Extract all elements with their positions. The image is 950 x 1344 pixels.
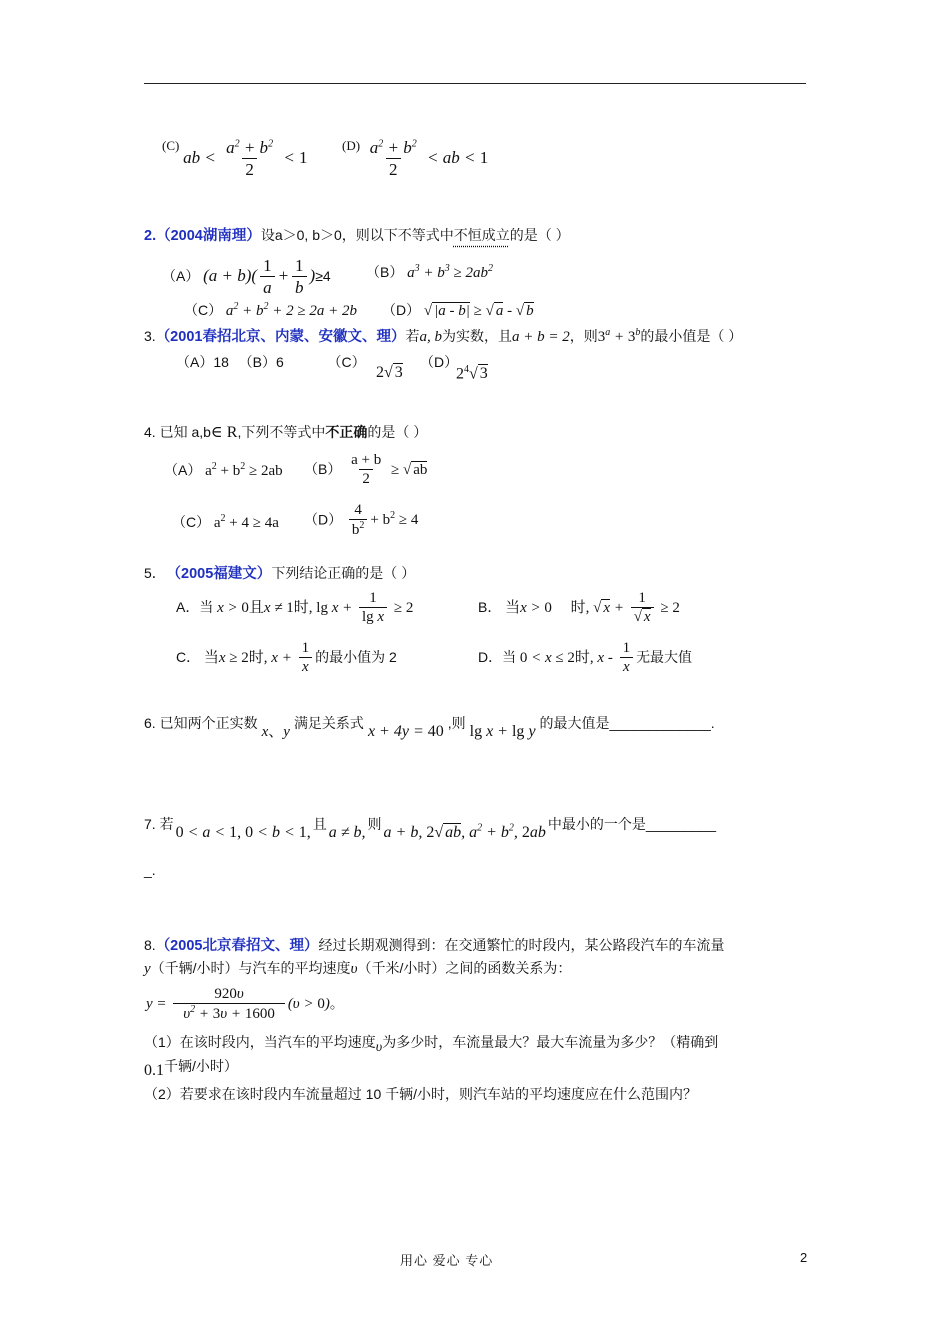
q2-emphasis: 不恒成立 <box>453 227 510 243</box>
q5-option-d-text: 无最大值 <box>636 648 693 665</box>
q7-answer-blank: _________ <box>645 816 716 832</box>
q7-stem <box>144 814 716 841</box>
q5-stem <box>144 562 415 583</box>
q7-neq: a ≠ b, <box>328 824 366 841</box>
q5-option-a-formula: x > 0且x ≠ 1时, lg x + $\frac{1}{\text{lg x}}$ ≥ 2 <box>217 590 414 626</box>
q8-number: 8. <box>144 937 156 953</box>
q8-period: 。 <box>329 995 344 1012</box>
q6-mid-text: 满足关系式 <box>293 715 364 731</box>
q2-option-a-formula: (a + b)( $\frac{1}{a}$ + $\frac{1}{b}$ ) <box>203 256 316 297</box>
q1-option-d-formula: $\frac{a^2 + b^2}{2}$ < ab < 1 <box>369 138 489 179</box>
q6-vars: x、y <box>261 724 290 740</box>
q6-number: 6. 已知两个正实数 <box>144 715 258 731</box>
q3-option-a: （A）18 <box>176 354 229 370</box>
q5-option-c-text: 的最小值为 2 <box>315 648 397 665</box>
q3-option-c-formula: 2√ 3 <box>376 364 403 381</box>
q4-emphasis: 不正确 <box>325 424 368 440</box>
q1-option-d-label: (D) <box>342 138 361 153</box>
q2-option-a-ge: ≥4 <box>315 267 331 284</box>
q7-condition: 0 < a < 1, 0 < b < 1, <box>175 824 311 841</box>
q1-option-d <box>342 138 488 180</box>
q3-options <box>176 352 366 372</box>
header-rule <box>144 83 806 84</box>
q8-part1-line1 <box>144 1032 719 1055</box>
q6-expression: lg x + lg y <box>469 723 536 740</box>
q3-option-c-label: （C） <box>327 354 366 370</box>
q5-option-b <box>478 590 680 627</box>
q8-stem-line2 <box>144 958 571 978</box>
q8-precision: 0.1 <box>144 1062 164 1079</box>
q2-option-b-label: （B） <box>366 264 404 280</box>
q7-number: 7. 若 <box>144 816 174 832</box>
q3-stem-part4: 的最小值是（ ） <box>640 328 743 344</box>
q6-stem: 6. 已知两个正实数x、y满足关系式 x + 4y = 40 ,则 lg x + lg y 的最大值是_____________. <box>144 715 715 740</box>
q4-option-c <box>172 512 279 532</box>
q2-stem-end: 的是（ ） <box>509 227 570 243</box>
q3-stem <box>144 325 742 346</box>
q3-stem-part1: 若 <box>405 328 420 344</box>
q8-source: （2005北京春招文、理） <box>155 938 319 954</box>
q3-var-ab: a, b <box>419 329 442 345</box>
q5-option-d-label: D．当 <box>478 648 517 665</box>
q8-var-y: y <box>144 961 151 977</box>
q8-part1-line2 <box>144 1056 238 1079</box>
q6-end-text: 的最大值是 <box>539 715 610 731</box>
q2-option-c <box>184 300 357 320</box>
q5-source: （2005福建文） <box>173 566 272 582</box>
q8-part1-text-b: 为多少时，车流量最大？最大车流量为多少？（精确到 <box>382 1034 719 1050</box>
q8-line2a-text: （千辆/小时）与汽车的平均速度 <box>150 960 351 976</box>
q5-option-c <box>176 640 397 677</box>
q2-stem-text: 设a＞0, b＞0，则以下不等式中 <box>260 227 454 243</box>
q8-function <box>146 986 344 1024</box>
q8-part1-text-c: 千辆/小时） <box>164 1058 238 1074</box>
page-number: 2 <box>800 1250 808 1265</box>
q4-option-b-formula: $\frac{a + b}{2}$ ≥ √ ab <box>351 452 428 488</box>
q8-line2b-text: （千米/小时）之间的函数关系为： <box>357 960 572 976</box>
q8-var-v: υ <box>350 961 358 977</box>
q5-number: 5． <box>144 565 166 581</box>
q8-part1-text-a: （1）在该时段内，当汽车的平均速度 <box>144 1034 376 1050</box>
q7-qie: 且 <box>312 816 327 832</box>
q1-option-c-formula: ab < $\frac{a^2 + b^2}{2}$ < 1 <box>183 138 308 179</box>
q3-option-b: （B）6 <box>238 354 284 370</box>
q4-stem <box>144 422 427 442</box>
q8-part1-var-v: υ <box>375 1040 383 1055</box>
q4-option-b <box>304 452 427 489</box>
q4-option-d <box>304 502 418 540</box>
q4-option-a-label: （A） <box>164 462 202 478</box>
q6-constraint: x + 4y = 40 <box>367 723 444 740</box>
q6-answer-blank: _____________. <box>609 715 715 731</box>
footer-motto: 用心 爱心 专心 <box>400 1253 494 1268</box>
q2-stem <box>144 224 570 245</box>
q3-stem-part3: ，则 <box>569 328 598 344</box>
q7-blank-tail: _. <box>144 862 156 878</box>
q2-option-d <box>382 300 534 320</box>
q5-option-d-formula: 0 < x ≤ 2时, x - $\frac{1}{x}$ <box>520 650 636 666</box>
q5-option-a <box>176 590 413 627</box>
q4-option-c-label: （C） <box>172 514 211 530</box>
q7-expressions: a + b, 2√ ab, $a^2 + b^2$, 2ab <box>383 822 546 841</box>
q4-option-a <box>164 460 283 480</box>
q1-option-c <box>162 138 308 180</box>
q4-option-b-label: （B） <box>304 460 342 477</box>
q3-source: （2001春招北京、内蒙、安徽文、理） <box>155 329 406 345</box>
q5-option-a-label: A．当 <box>176 598 214 615</box>
q5-option-b-formula: 当x > 0 时, √ x + $\frac{1}{√ x}$ ≥ 2 <box>505 590 680 626</box>
q8-line1-text: 经过长期观测得到：在交通繁忙的时段内，某公路段汽车的车流量 <box>318 937 725 953</box>
q4-option-d-label: （D） <box>304 511 343 528</box>
q2-option-d-formula: √ |a - b| ≥ √ a - √ b <box>423 303 534 319</box>
q4-in-r: ∈ R <box>210 424 238 441</box>
q4-option-d-formula: $\frac{4}{b^2}$ + $b^2 \ge 4$ <box>346 512 418 528</box>
q2-option-b <box>366 262 493 282</box>
q5-stem-text: 下列结论正确的是（ ） <box>271 565 416 581</box>
q5-option-c-formula: 当x ≥ 2时, x + $\frac{1}{x}$ <box>204 650 315 666</box>
q5-option-b-label: B． <box>478 598 502 615</box>
q8-stem-line1 <box>144 934 724 955</box>
q2-option-a <box>162 256 331 298</box>
q2-number: 2. <box>144 228 157 244</box>
q3-option-d-formula: $2^4√$ 3 <box>456 364 488 383</box>
q5-option-d <box>478 640 692 677</box>
q3-stem-part2: 为实数，且 <box>441 328 512 344</box>
q2-option-d-label: （D） <box>382 302 421 318</box>
q3-option-d-label: （D） <box>420 354 459 370</box>
q4-option-c-formula: $a^2 + 4 \ge 4a$ <box>213 513 279 531</box>
q8-function-formula: y = $\frac{920\upsilon}{\upsilon^2 + 3\upsilon + 1600}$ (υ > 0) <box>146 986 330 1023</box>
q2-option-a-label: （A） <box>162 267 200 284</box>
q4-option-a-formula: $a^2 + b^2 \ge 2ab$ <box>205 461 283 479</box>
q2-source: （2004湖南理） <box>156 228 261 244</box>
q2-option-b-formula: $a^3 + b^3 \ge 2ab^2$ <box>407 263 493 281</box>
q3-expr: $3^a + 3^b$ <box>597 327 641 345</box>
q8-part2: （2）若要求在该时段内车流量超过 10 千辆/小时，则汽车站的平均速度应在什么范围内？ <box>144 1086 698 1102</box>
q7-ze: 则 <box>367 816 382 832</box>
q3-cond: a + b = 2 <box>511 329 570 345</box>
q3-number: 3. <box>144 328 156 344</box>
q2-option-c-formula: $a^2 + b^2 + 2 \ge 2a + 2b$ <box>225 301 357 319</box>
q4-stem-end: 的是（ ） <box>367 424 428 440</box>
q7-end-text: 中最小的一个是 <box>547 816 646 832</box>
q5-option-c-label: C． <box>176 648 201 665</box>
q4-stem-text: ,下列不等式中 <box>237 424 326 440</box>
q4-number: 4. 已知 a,b <box>144 424 211 440</box>
q2-option-c-label: （C） <box>184 302 223 318</box>
q1-option-c-label: (C) <box>162 138 180 153</box>
